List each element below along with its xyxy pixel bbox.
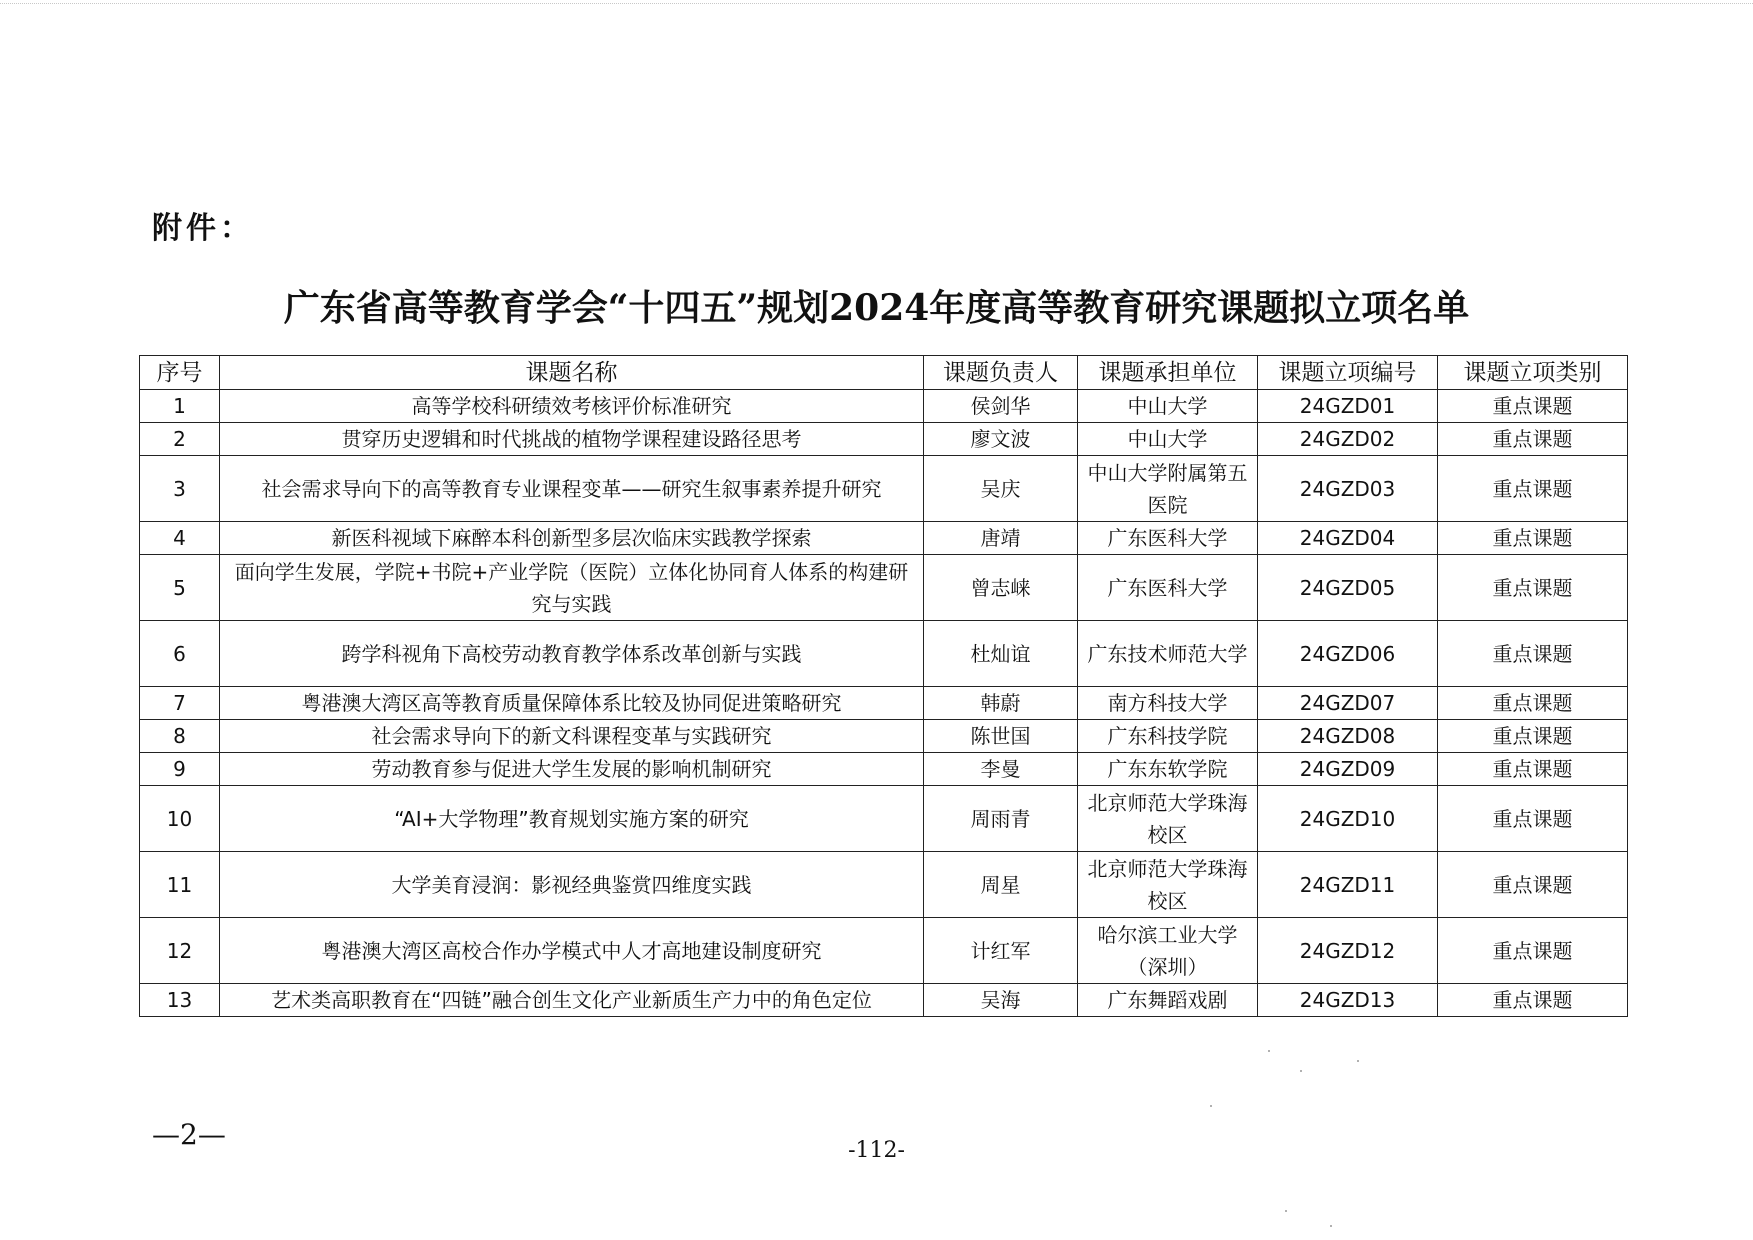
cell-project-code: 24GZD07: [1258, 687, 1438, 720]
cell-leader: 吴庆: [924, 456, 1078, 522]
cell-project-code: 24GZD01: [1258, 390, 1438, 423]
header-index: 序号: [140, 356, 220, 390]
cell-leader: 廖文波: [924, 423, 1078, 456]
cell-category: 重点课题: [1438, 621, 1628, 687]
table-row: [140, 720, 1628, 753]
table-body: [140, 390, 1628, 1017]
cell-index: 1: [140, 390, 220, 423]
cell-institution: 中山大学: [1078, 423, 1258, 456]
cell-index: 3: [140, 456, 220, 522]
cell-index: 9: [140, 753, 220, 786]
cell-index: 11: [140, 852, 220, 918]
table-row: [140, 852, 1628, 918]
cell-institution: 广东科技学院: [1078, 720, 1258, 753]
cell-project-name: 高等学校科研绩效考核评价标准研究: [220, 390, 924, 423]
table-row: [140, 753, 1628, 786]
cell-institution: 广东舞蹈戏剧: [1078, 984, 1258, 1017]
header-category: 课题立项类别: [1438, 356, 1628, 390]
cell-category: 重点课题: [1438, 687, 1628, 720]
cell-index: 10: [140, 786, 220, 852]
cell-project-name: 贯穿历史逻辑和时代挑战的植物学课程建设路径思考: [220, 423, 924, 456]
table-row: [140, 918, 1628, 984]
cell-leader: 曾志崃: [924, 555, 1078, 621]
table-row: [140, 984, 1628, 1017]
table-row: [140, 621, 1628, 687]
table-row: [140, 687, 1628, 720]
table-row: [140, 522, 1628, 555]
header-project-code: 课题立项编号: [1258, 356, 1438, 390]
scan-speck: [1210, 1105, 1212, 1107]
cell-leader: 唐靖: [924, 522, 1078, 555]
scan-edge-line: [0, 3, 1753, 4]
cell-project-code: 24GZD04: [1258, 522, 1438, 555]
table-row: [140, 423, 1628, 456]
cell-category: 重点课题: [1438, 522, 1628, 555]
cell-project-name: 面向学生发展，学院+书院+产业学院（医院）立体化协同育人体系的构建研究与实践: [220, 555, 924, 621]
scan-speck: [1357, 1060, 1359, 1062]
cell-category: 重点课题: [1438, 720, 1628, 753]
cell-project-name: 跨学科视角下高校劳动教育教学体系改革创新与实践: [220, 621, 924, 687]
cell-project-name: 社会需求导向下的高等教育专业课程变革——研究生叙事素养提升研究: [220, 456, 924, 522]
document-title: 广东省高等教育学会“十四五”规划2024年度高等教育研究课题拟立项名单: [283, 287, 1470, 329]
cell-leader: 韩蔚: [924, 687, 1078, 720]
page-number-left: —2—: [152, 1118, 226, 1151]
cell-project-name: 新医科视域下麻醉本科创新型多层次临床实践教学探索: [220, 522, 924, 555]
cell-index: 2: [140, 423, 220, 456]
cell-category: 重点课题: [1438, 456, 1628, 522]
cell-institution: 北京师范大学珠海校区: [1078, 786, 1258, 852]
scan-speck: [1268, 1050, 1270, 1052]
cell-institution: 哈尔滨工业大学（深圳）: [1078, 918, 1258, 984]
cell-index: 7: [140, 687, 220, 720]
cell-leader: 李曼: [924, 753, 1078, 786]
cell-project-code: 24GZD12: [1258, 918, 1438, 984]
cell-institution: 广东医科大学: [1078, 522, 1258, 555]
cell-leader: 计红军: [924, 918, 1078, 984]
cell-category: 重点课题: [1438, 423, 1628, 456]
header-project-name: 课题名称: [220, 356, 924, 390]
cell-index: 5: [140, 555, 220, 621]
cell-project-code: 24GZD03: [1258, 456, 1438, 522]
cell-project-name: 粤港澳大湾区高校合作办学模式中人才高地建设制度研究: [220, 918, 924, 984]
cell-project-name: 粤港澳大湾区高等教育质量保障体系比较及协同促进策略研究: [220, 687, 924, 720]
cell-category: 重点课题: [1438, 753, 1628, 786]
header-institution: 课题承担单位: [1078, 356, 1258, 390]
cell-leader: 周雨青: [924, 786, 1078, 852]
cell-leader: 周星: [924, 852, 1078, 918]
cell-leader: 陈世国: [924, 720, 1078, 753]
cell-category: 重点课题: [1438, 852, 1628, 918]
cell-category: 重点课题: [1438, 555, 1628, 621]
cell-project-name: “AI+大学物理”教育规划实施方案的研究: [220, 786, 924, 852]
cell-project-code: 24GZD10: [1258, 786, 1438, 852]
cell-index: 13: [140, 984, 220, 1017]
cell-institution: 中山大学附属第五医院: [1078, 456, 1258, 522]
cell-project-code: 24GZD05: [1258, 555, 1438, 621]
cell-leader: 侯剑华: [924, 390, 1078, 423]
scan-speck: [1330, 1225, 1332, 1227]
cell-project-code: 24GZD08: [1258, 720, 1438, 753]
cell-leader: 吴海: [924, 984, 1078, 1017]
table-row: [140, 390, 1628, 423]
cell-institution: 广东东软学院: [1078, 753, 1258, 786]
cell-project-code: 24GZD06: [1258, 621, 1438, 687]
cell-category: 重点课题: [1438, 390, 1628, 423]
scan-speck: [1285, 1210, 1287, 1212]
cell-project-name: 社会需求导向下的新文科课程变革与实践研究: [220, 720, 924, 753]
attachment-label: 附件：: [152, 211, 254, 246]
cell-project-code: 24GZD11: [1258, 852, 1438, 918]
cell-index: 12: [140, 918, 220, 984]
cell-institution: 中山大学: [1078, 390, 1258, 423]
cell-index: 6: [140, 621, 220, 687]
table-row: [140, 456, 1628, 522]
cell-category: 重点课题: [1438, 918, 1628, 984]
cell-project-name: 大学美育浸润：影视经典鉴赏四维度实践: [220, 852, 924, 918]
cell-index: 4: [140, 522, 220, 555]
table-header-row: [140, 356, 1628, 390]
cell-institution: 广东医科大学: [1078, 555, 1258, 621]
cell-project-name: 艺术类高职教育在“四链”融合创生文化产业新质生产力中的角色定位: [220, 984, 924, 1017]
cell-category: 重点课题: [1438, 984, 1628, 1017]
table-row: [140, 555, 1628, 621]
project-table: [139, 355, 1628, 1017]
cell-project-code: 24GZD09: [1258, 753, 1438, 786]
header-leader: 课题负责人: [924, 356, 1078, 390]
page-number-center: -112-: [848, 1138, 905, 1163]
cell-category: 重点课题: [1438, 786, 1628, 852]
cell-index: 8: [140, 720, 220, 753]
cell-project-name: 劳动教育参与促进大学生发展的影响机制研究: [220, 753, 924, 786]
cell-project-code: 24GZD02: [1258, 423, 1438, 456]
cell-institution: 北京师范大学珠海校区: [1078, 852, 1258, 918]
cell-institution: 广东技术师范大学: [1078, 621, 1258, 687]
cell-institution: 南方科技大学: [1078, 687, 1258, 720]
cell-project-code: 24GZD13: [1258, 984, 1438, 1017]
scan-speck: [1300, 1070, 1302, 1072]
cell-leader: 杜灿谊: [924, 621, 1078, 687]
table-row: [140, 786, 1628, 852]
